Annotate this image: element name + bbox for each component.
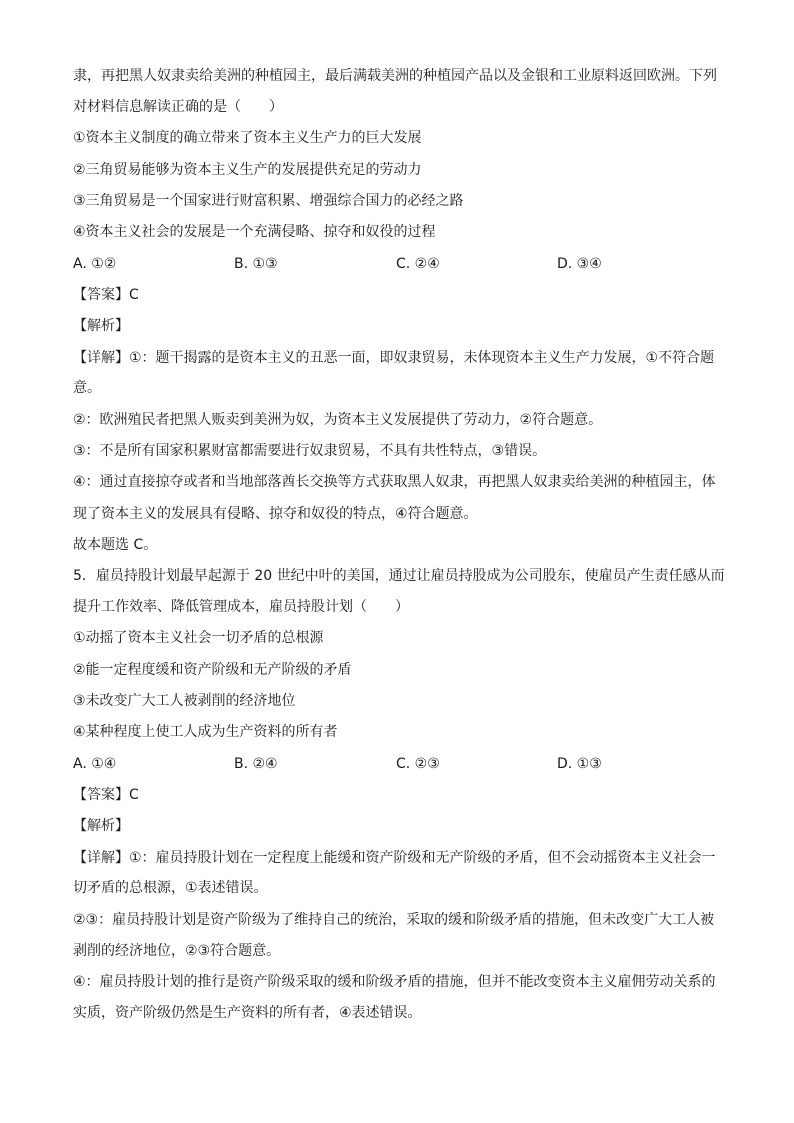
q4-statement-3: ③三角贸易是一个国家进行财富积累、增强综合国力的必经之路 (73, 193, 464, 209)
q4-detail-1-cont: 意。 (73, 380, 101, 396)
q5-stem-line-2: 提升工作效率、降低管理成本，雇员持股计划（ ） (73, 599, 409, 615)
q5-detail-2: ②③：雇员持股计划是资产阶级为了维持自己的统治，采取的缓和阶级矛盾的措施，但未改变广大工人被 (73, 912, 715, 928)
q5-statement-2: ②能一定程度缓和资产阶级和无产阶级的矛盾 (73, 662, 352, 678)
q4-detail-1: 【详解】①：题干揭露的是资本主义的丑恶一面，即奴隶贸易，未体现资本主义生产力发展，①不符合题 (73, 350, 715, 366)
q4-analysis-heading: 【解析】 (73, 318, 129, 334)
q4-option-c: C. ②④ (396, 256, 440, 272)
q4-option-d: D. ③④ (557, 256, 602, 272)
q4-detail-3: ③：不是所有国家积累财富都需要进行奴隶贸易，不具有共性特点，③错误。 (73, 443, 547, 459)
q5-detail-3: ④：雇员持股计划的推行是资产阶级采取的缓和阶级矛盾的措施，但并不能改变资本主义雇佣劳动关系的 (73, 974, 716, 990)
q5-statement-4: ④某种程度上使工人成为生产资料的所有者 (73, 724, 338, 740)
q5-answer: 【答案】C (73, 787, 139, 803)
q5-analysis-heading: 【解析】 (73, 818, 129, 834)
q4-statement-1: ①资本主义制度的确立带来了资本主义生产力的巨大发展 (73, 130, 422, 146)
q5-statement-3: ③未改变广大工人被剥削的经济地位 (73, 693, 296, 709)
q5-option-b: B. ②④ (234, 756, 278, 772)
q5-option-d: D. ①③ (557, 756, 602, 772)
q5-detail-1-cont: 切矛盾的总根源，①表述错误。 (73, 880, 268, 896)
q5-detail-2-cont: 剥削的经济地位，②③符合题意。 (73, 943, 281, 959)
q4-stem-line-2: 对材料信息解读正确的是（ ） (73, 99, 283, 115)
q5-detail-1: 【详解】①：雇员持股计划在一定程度上能缓和资产阶级和无产阶级的矛盾，但不会动摇资本主义社会一 (73, 850, 716, 866)
q4-option-a: A. ①② (73, 256, 117, 272)
q4-option-b: B. ①③ (234, 256, 278, 272)
q4-stem-line-1: 隶，再把黑人奴隶卖给美洲的种植园主，最后满载美洲的种植园产品以及金银和工业原料返回欧洲。下列 (73, 68, 717, 84)
q4-statement-4: ④资本主义社会的发展是一个充满侵略、掠夺和奴役的过程 (73, 224, 436, 240)
q5-option-a: A. ①④ (73, 756, 117, 772)
q4-answer: 【答案】C (73, 287, 139, 303)
q5-option-c: C. ②③ (396, 756, 440, 772)
q4-statement-2: ②三角贸易能够为资本主义生产的发展提供充足的劳动力 (73, 162, 422, 178)
q5-detail-3-cont: 实质，资产阶级仍然是生产资料的所有者，④表述错误。 (73, 1005, 422, 1021)
q4-conclusion: 故本题选 C。 (73, 537, 158, 553)
q4-detail-4: ④：通过直接掠夺或者和当地部落酋长交换等方式获取黑人奴隶，再把黑人奴隶卖给美洲的种植园主，体 (73, 474, 716, 490)
q5-stem-line-1: 5．雇员持股计划最早起源于 20 世纪中叶的美国，通过让雇员持股成为公司股东，使雇员产生责任感从而 (73, 568, 725, 584)
q4-detail-4-cont: 现了资本主义的发展具有侵略、掠夺和奴役的特点，④符合题意。 (73, 506, 478, 522)
q4-detail-2: ②：欧洲殖民者把黑人贩卖到美洲为奴，为资本主义发展提供了劳动力，②符合题意。 (73, 412, 603, 428)
q5-statement-1: ①动摇了资本主义社会一切矛盾的总根源 (73, 630, 324, 646)
